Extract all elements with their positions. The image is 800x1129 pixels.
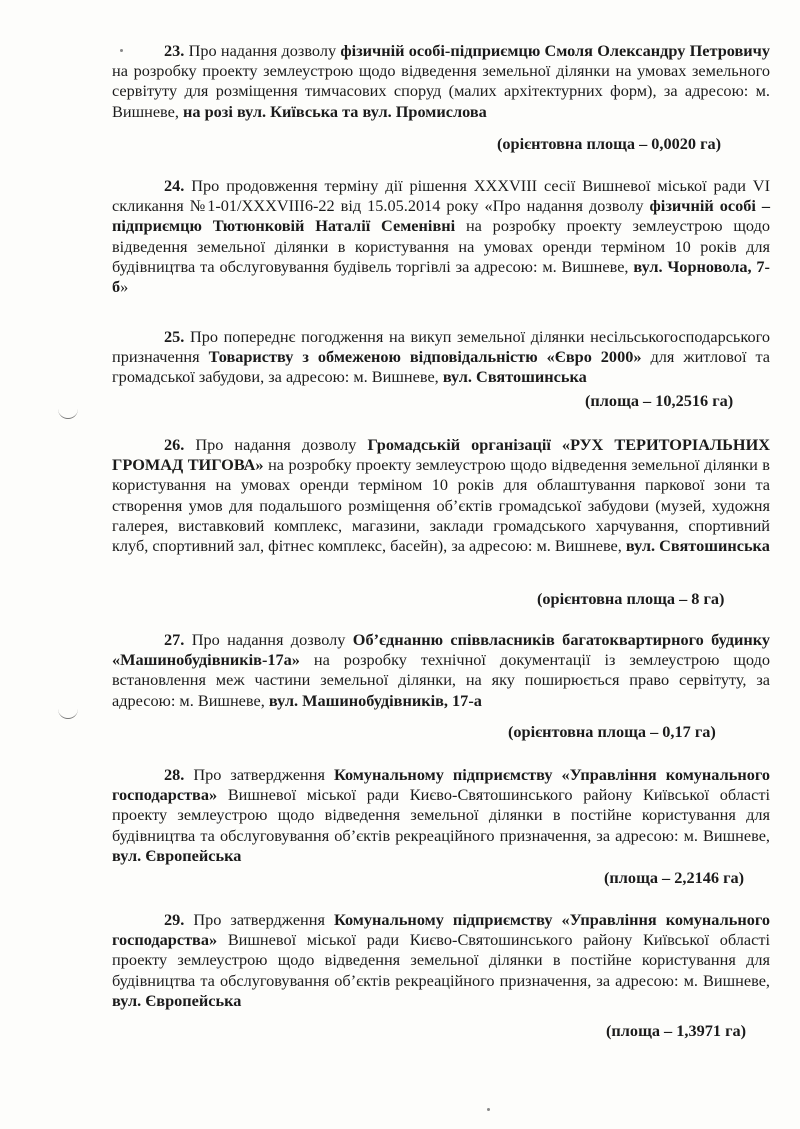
area-note-28: (площа – 2,2146 га) (604, 868, 745, 887)
item-number: 27. (164, 630, 185, 649)
item-number: 25. (164, 327, 185, 346)
decision-item-27: 27. Про надання дозволу Об’єднанню співвласників багатоквартирного будинку «Машинобудівників-17а» на розробку технічної документації із землеустрою щодо встановлення меж частини земельної ділянки, на яку поширюється право сервітуту, за адресою: м. Вишневе, вул. Машинобудівників, 17-а (112, 630, 771, 710)
item-number: 26. (164, 435, 185, 454)
decision-item-24: 24. Про продовження терміну дії рішення XXXVIII сесії Вишневої міської ради VI скликання №1-01/XXXVIII6-22 від 15.05.2014 року «Про надання дозволу фізичній особі – підприємцю Тютюнковій Наталії Семенівні на розробку проекту землеустрою щодо відведення земельної ділянки в користування на умовах оренди терміном 10 років для будівництва та обслуговування будівель торгівлі за адресою: м. Вишневе, вул. Чорновола, 7-б» (112, 176, 770, 297)
area-note-23: (орієнтовна площа – 0,0020 га) (497, 134, 722, 153)
item-number: 29. (164, 910, 185, 929)
decision-item-26: 26. Про надання дозволу Громадській організації «РУХ ТЕРИТОРІАЛЬНИХ ГРОМАД ТИГОВА» на розробку проекту землеустрою щодо відведення земельної ділянки в користування на умовах оренди терміном 10 років для облаштування паркової зони та створення умов для подальшого розміщення об’єктів громадської забудови (музей, художня галерея, виставковий комплекс, магазини, заклади громадського харчування, спортивний клуб, спортивний зал, фітнес комплекс, басейн), за адресою: м. Вишневе, вул. Святошинська (112, 435, 770, 556)
decision-item-28: 28. Про затвердження Комунальному підприємству «Управління комунального господарства» Вишневої міської ради Києво-Святошинського району Київської області проекту землеустрою щодо відведення земельної ділянки в постійне користування для будівництва та обслуговування об’єктів рекреаційного призначення, за адресою: м. Вишневе, вул. Європейська (112, 765, 770, 865)
item-number: 24. (164, 176, 185, 195)
item-number: 23. (164, 41, 185, 60)
margin-mark (58, 708, 78, 719)
decision-item-29: 29. Про затвердження Комунальному підприємству «Управління комунального господарства» Вишневої міської ради Києво-Святошинського району Київської області проекту землеустрою щодо відведення земельної ділянки в постійне користування для будівництва та обслуговування об’єктів рекреаційного призначення, за адресою: м. Вишневе, вул. Європейська (112, 910, 770, 1010)
area-note-27: (орієнтовна площа – 0,17 га) (508, 722, 716, 741)
decision-item-25: 25. Про попереднє погодження на викуп земельної ділянки несільськогосподарського призначення Товариству з обмеженою відповідальністю «Євро 2000» для житлової та громадської забудови, за адресою: м. Вишневе, вул. Святошинська (112, 327, 770, 387)
area-note-25: (площа – 10,2516 га) (585, 391, 734, 410)
scan-speck (120, 49, 123, 52)
area-note-26: (орієнтовна площа – 8 га) (537, 589, 725, 608)
scan-speck (487, 1108, 490, 1111)
margin-mark (58, 408, 78, 419)
area-note-29: (площа – 1,3971 га) (606, 1021, 747, 1040)
item-number: 28. (164, 765, 185, 784)
decision-item-23: 23. Про надання дозволу фізичній особі-підприємцю Смоля Олександру Петровичу на розробку проекту землеустрою щодо відведення земельної ділянки на умовах земельного сервітуту для розміщення тимчасових споруд (малих архітектурних форм), за адресою: м. Вишневе, на розі вул. Київська та вул. Промислова (112, 41, 771, 121)
